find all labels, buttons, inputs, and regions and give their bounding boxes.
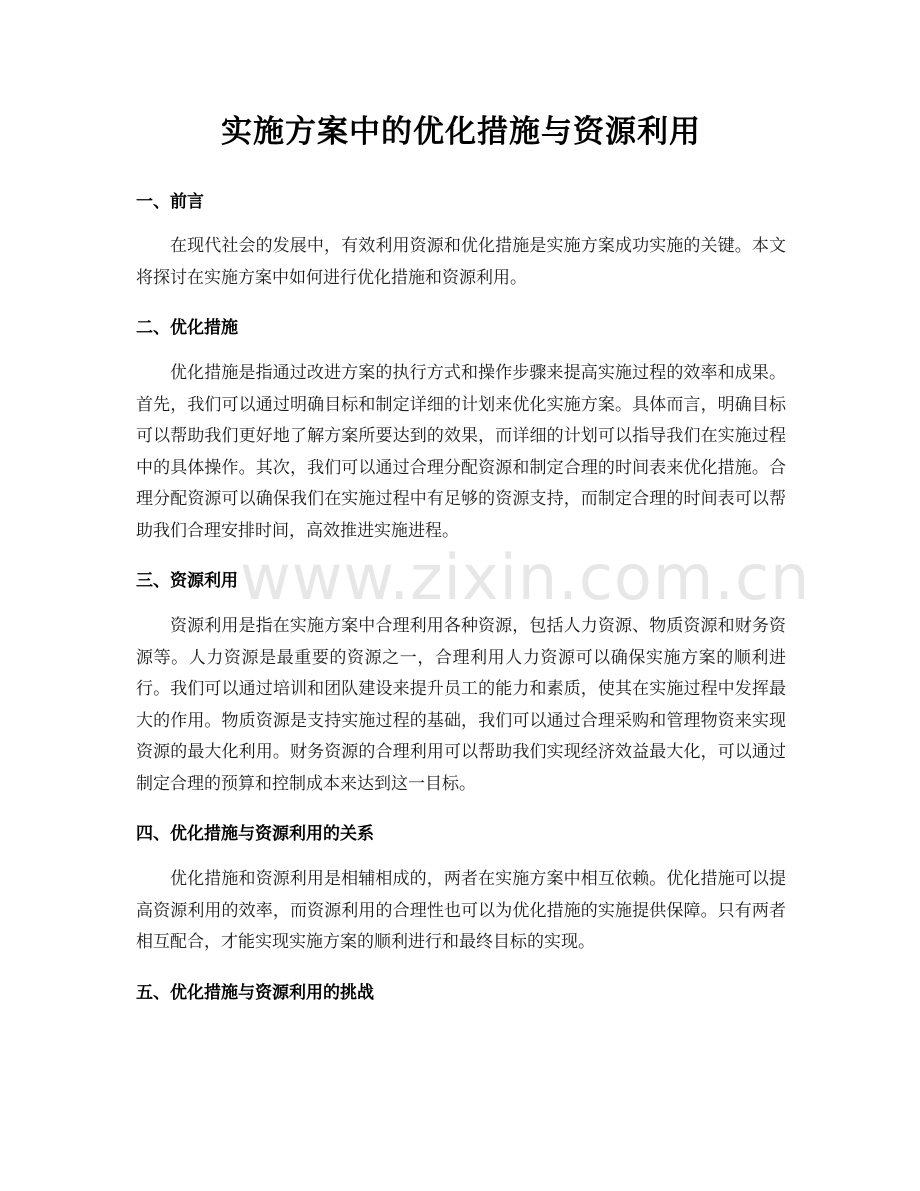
section-heading-resource-use: 三、资源利用	[136, 571, 238, 591]
section-paragraph-relationship: 优化措施和资源利用是相辅相成的，两者在实施方案中相互依赖。优化措施可以提高资源利用的效率，而资源利用的合理性也可以为优化措施的实施提供保障。只有两者相互配合，才能实现实施方案的顺利进行和最终目标的实现。	[136, 869, 786, 952]
section-heading-optimization: 二、优化措施	[136, 318, 238, 338]
section-heading-preface: 一、前言	[136, 192, 204, 212]
section-heading-relationship: 四、优化措施与资源利用的关系	[136, 824, 374, 844]
section-paragraph-resource-use: 资源利用是指在实施方案中合理利用各种资源，包括人力资源、物质资源和财务资源等。人力资源是最重要的资源之一，合理利用人力资源可以确保实施方案的顺利进行。我们可以通过培训和团队建设来提升员工的能力和素质，使其在实施过程中发挥最大的作用。物质资源是支持实施过程的基础，我们可以通过合理采购和管理物资来实现资源的最大化利用。财务资源的合理利用可以帮助我们实现经济效益最大化，可以通过制定合理的预算和控制成本来达到这一目标。	[136, 616, 786, 794]
section-paragraph-optimization: 优化措施是指通过改进方案的执行方式和操作步骤来提高实施过程的效率和成果。首先，我们可以通过明确目标和制定详细的计划来优化实施方案。具体而言，明确目标可以帮助我们更好地了解方案所要达到的效果，而详细的计划可以指导我们在实施过程中的具体操作。其次，我们可以通过合理分配资源和制定合理的时间表来优化措施。合理分配资源可以确保我们在实施过程中有足够的资源支持，而制定合理的时间表可以帮助我们合理安排时间，高效推进实施进程。	[136, 363, 786, 541]
section-paragraph-preface: 在现代社会的发展中，有效利用资源和优化措施是实施方案成功实施的关键。本文将探讨在实施方案中如何进行优化措施和资源利用。	[136, 236, 786, 288]
section-heading-challenges: 五、优化措施与资源利用的挑战	[136, 982, 374, 1003]
document-body	[136, 108, 811, 1006]
document-title: 实施方案中的优化措施与资源利用	[221, 114, 701, 150]
site-watermark: www.zixin.com.cn	[240, 541, 811, 614]
